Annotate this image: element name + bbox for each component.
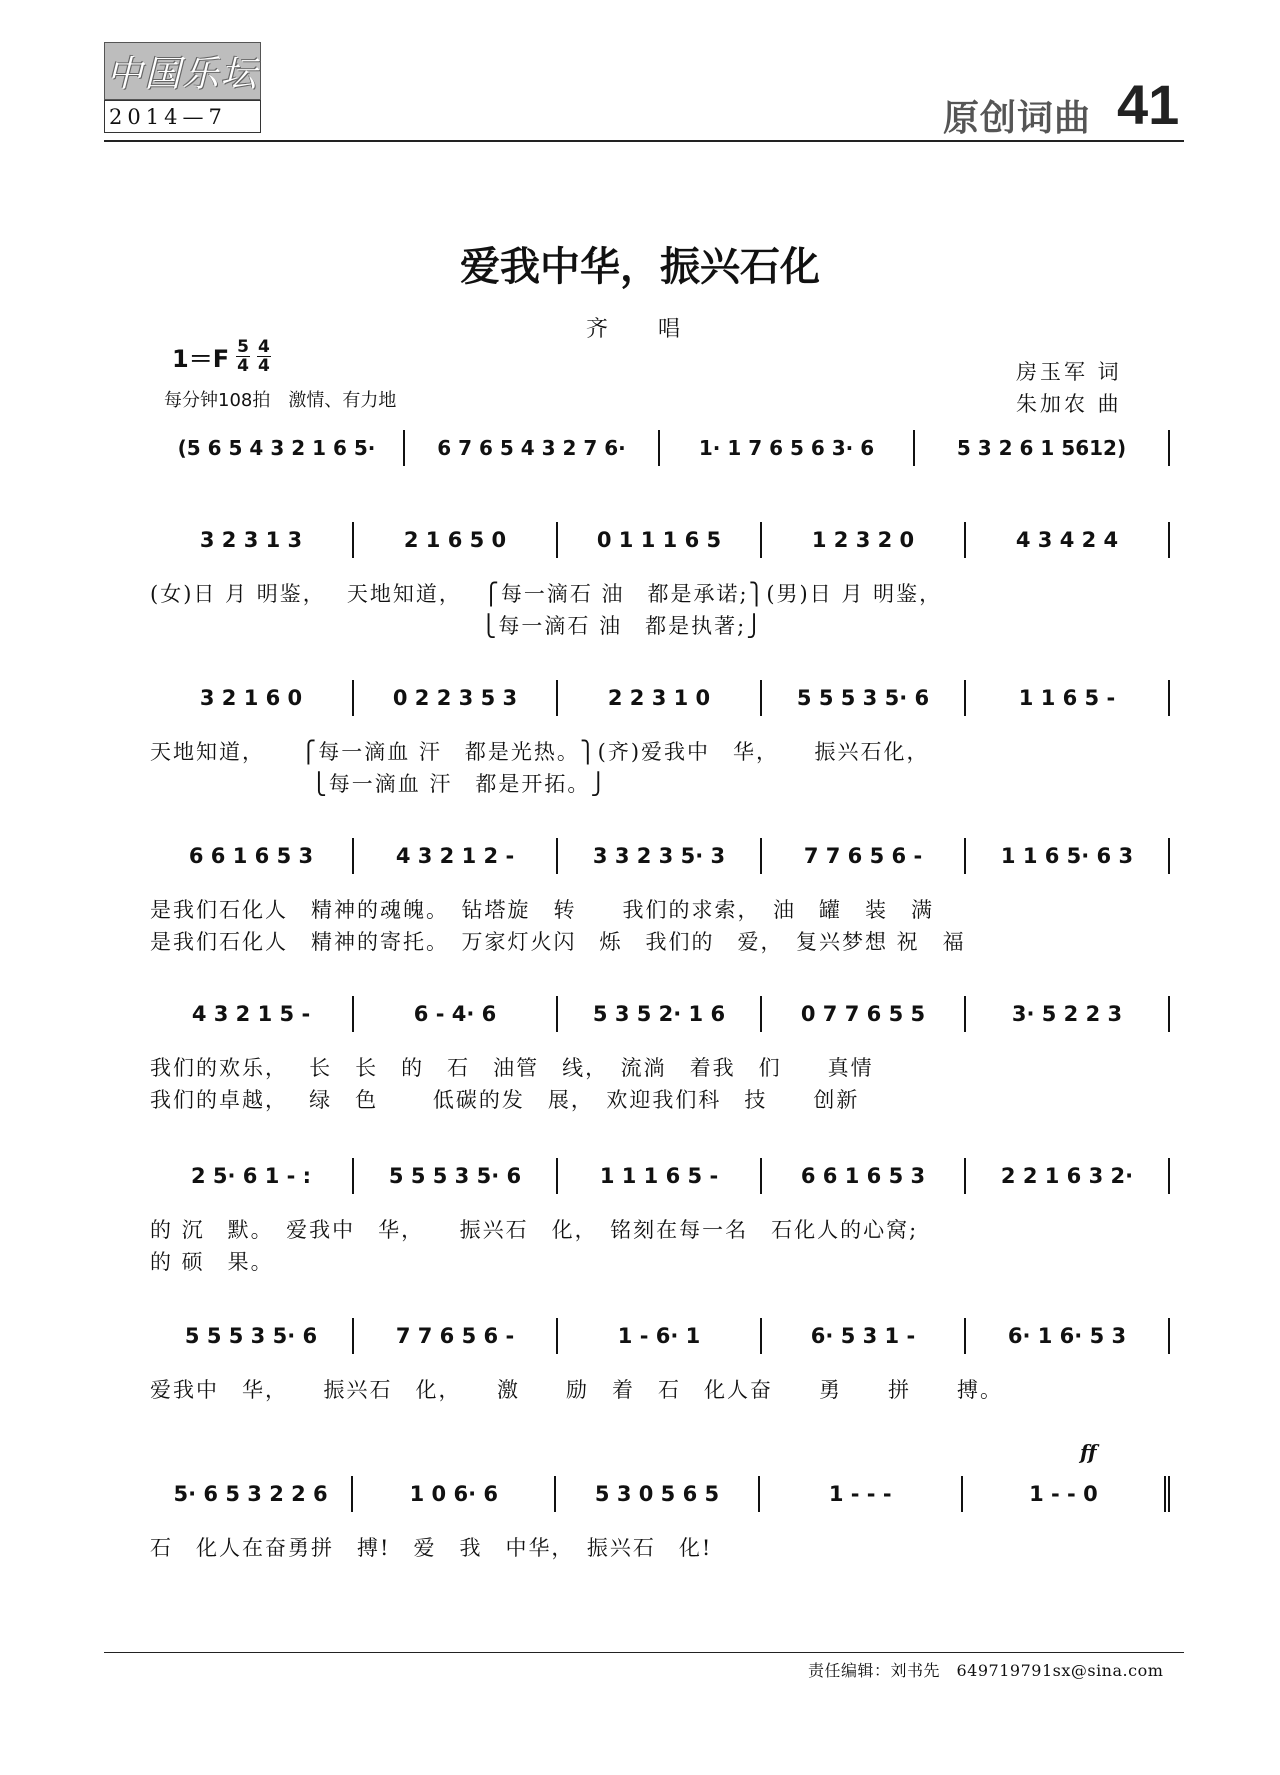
notation-line — [150, 1158, 1170, 1194]
measure: 0 2 2 3 5 3 — [354, 680, 558, 716]
magazine-logo — [104, 42, 261, 100]
lyric-line-1: 天地知道， ⎧每一滴血 汗 都是光热。⎫(齐)爱我中 华， 振兴石化， — [150, 740, 930, 764]
measure: 5 5 5 3 5· 6 — [150, 1318, 354, 1354]
editor-credit: 责任编辑：刘书先 649719791sx@sina.com — [808, 1661, 1164, 1680]
lyric-line-1: 的 沉 默。 爱我中 华， 振兴石 化， 铭刻在每一名 石化人的心窝; — [150, 1218, 919, 1242]
measure: 6· 1 6· 5 3 — [966, 1318, 1170, 1354]
dynamic-marking: ff — [1080, 1440, 1097, 1464]
time-signature-1: $\frac{5}{4}$ — [237, 337, 249, 376]
measure: 2 1 6 5 0 — [354, 522, 558, 558]
measure: 6 6 1 6 5 3 — [762, 1158, 966, 1194]
lyric-line-1: 我们的欢乐， 长 长 的 石 油管 线， 流淌 着我 们 真情 — [150, 1056, 874, 1080]
measure: 5· 6 5 3 2 2 6 — [150, 1476, 353, 1512]
time-signature-2: $\frac{4}{4}$ — [257, 337, 270, 376]
measure: 1· 1 7 6 5 6 3· 6 — [660, 430, 915, 466]
measure: 3· 5 2 2 3 — [966, 996, 1170, 1032]
measure: 5 3 5 2· 1 6 — [558, 996, 762, 1032]
song-title: 爱我中华，振兴石化 — [460, 243, 820, 290]
measure: 2 5· 6 1 - : — [150, 1158, 354, 1194]
measures — [150, 838, 1170, 874]
footer-rule — [104, 1652, 1184, 1653]
measure: 5 3 0 5 6 5 — [556, 1476, 759, 1512]
notation-line — [150, 996, 1170, 1032]
measure: 7 7 6 5 6 - — [354, 1318, 558, 1354]
key-label: 1＝F — [172, 345, 230, 373]
measure: 4 3 2 1 5 - — [150, 996, 354, 1032]
song-subtitle: 齐 唱 — [585, 317, 694, 342]
measure: 4 3 4 2 4 — [966, 522, 1170, 558]
measure: 7 7 6 5 6 - — [762, 838, 966, 874]
measure: 6 - 4· 6 — [354, 996, 558, 1032]
measures — [150, 1158, 1170, 1194]
issue-number: 2014—7 — [104, 100, 261, 133]
notation-line — [150, 838, 1170, 874]
notation-line — [150, 680, 1170, 716]
measures — [150, 1318, 1170, 1354]
lyric-line-1: 是我们石化人 精神的魂魄。 钻塔旋 转 我们的求索， 油 罐 装 满 — [150, 898, 934, 922]
key-signature — [172, 338, 271, 375]
measure: 0 1 1 1 6 5 — [558, 522, 762, 558]
notation-line — [150, 430, 1170, 466]
measure: 1 - - - — [760, 1476, 963, 1512]
header-rule — [104, 140, 1184, 142]
composer-credit: 朱加农 曲 — [1016, 392, 1122, 416]
measure: 1 - 6· 1 — [558, 1318, 762, 1354]
page-number: 41 — [1117, 73, 1180, 136]
measures — [150, 1476, 1170, 1512]
measure: 3 2 1 6 0 — [150, 680, 354, 716]
lyric-line-2: 的 硕 果。 — [150, 1250, 274, 1274]
measure: 4 3 2 1 2 - — [354, 838, 558, 874]
measure: 1 2 3 2 0 — [762, 522, 966, 558]
measure: 0 7 7 6 5 5 — [762, 996, 966, 1032]
tempo-marking: 每分钟108拍 激情、有力地 — [164, 390, 397, 411]
measure: 6· 5 3 1 - — [762, 1318, 966, 1354]
measure: 5 3 2 6 1 5612) — [915, 430, 1170, 466]
measure: 1 1 6 5 - — [966, 680, 1170, 716]
notation-line — [150, 522, 1170, 558]
notation-line — [150, 1318, 1170, 1354]
measure: 2 2 3 1 0 — [558, 680, 762, 716]
lyricist-credit: 房玉军 词 — [1016, 360, 1122, 384]
measure: 6 7 6 5 4 3 2 7 6· — [405, 430, 660, 466]
section-title: 原创词曲 — [943, 98, 1092, 139]
measure: 1 1 6 5· 6 3 — [966, 838, 1170, 874]
measure: 5 5 5 3 5· 6 — [762, 680, 966, 716]
measure: 2 2 1 6 3 2· — [966, 1158, 1170, 1194]
measures — [150, 522, 1170, 558]
measure: 1 - - 0 — [963, 1476, 1170, 1512]
measure: 3 2 3 1 3 — [150, 522, 354, 558]
notation-line — [150, 1476, 1170, 1512]
lyric-line-2: 我们的卓越， 绿 色 低碳的发 展， 欢迎我们科 技 创新 — [150, 1088, 860, 1112]
measure: 1 1 1 6 5 - — [558, 1158, 762, 1194]
lyric-line-1: 石 化人在奋勇拼 搏! 爱 我 中华， 振兴石 化! — [150, 1536, 713, 1560]
lyric-line-1: 爱我中 华， 振兴石 化， 激 励 着 石 化人奋 勇 拼 搏。 — [150, 1378, 1003, 1402]
lyric-line-2: ⎩每一滴石 油 都是执著;⎭ — [150, 614, 764, 638]
lyric-line-2: ⎩每一滴血 汗 都是开拓。⎭ — [150, 772, 609, 796]
measure: (5 6 5 4 3 2 1 6 5· — [150, 430, 405, 466]
measures — [150, 680, 1170, 716]
measure: 6 6 1 6 5 3 — [150, 838, 354, 874]
lyric-line-2: 是我们石化人 精神的寄托。 万家灯火闪 烁 我们的 爱， 复兴梦想 祝 福 — [150, 930, 966, 954]
magazine-logo-text: 中国乐坛 — [106, 53, 259, 95]
lyric-line-1: (女)日 月 明鉴， 天地知道， ⎧每一滴石 油 都是承诺;⎫(男)日 月 明鉴， — [150, 582, 943, 606]
measures — [150, 996, 1170, 1032]
measure: 5 5 5 3 5· 6 — [354, 1158, 558, 1194]
measure: 1 0 6· 6 — [353, 1476, 556, 1512]
measure: 3 3 2 3 5· 3 — [558, 838, 762, 874]
measures — [150, 430, 1170, 466]
